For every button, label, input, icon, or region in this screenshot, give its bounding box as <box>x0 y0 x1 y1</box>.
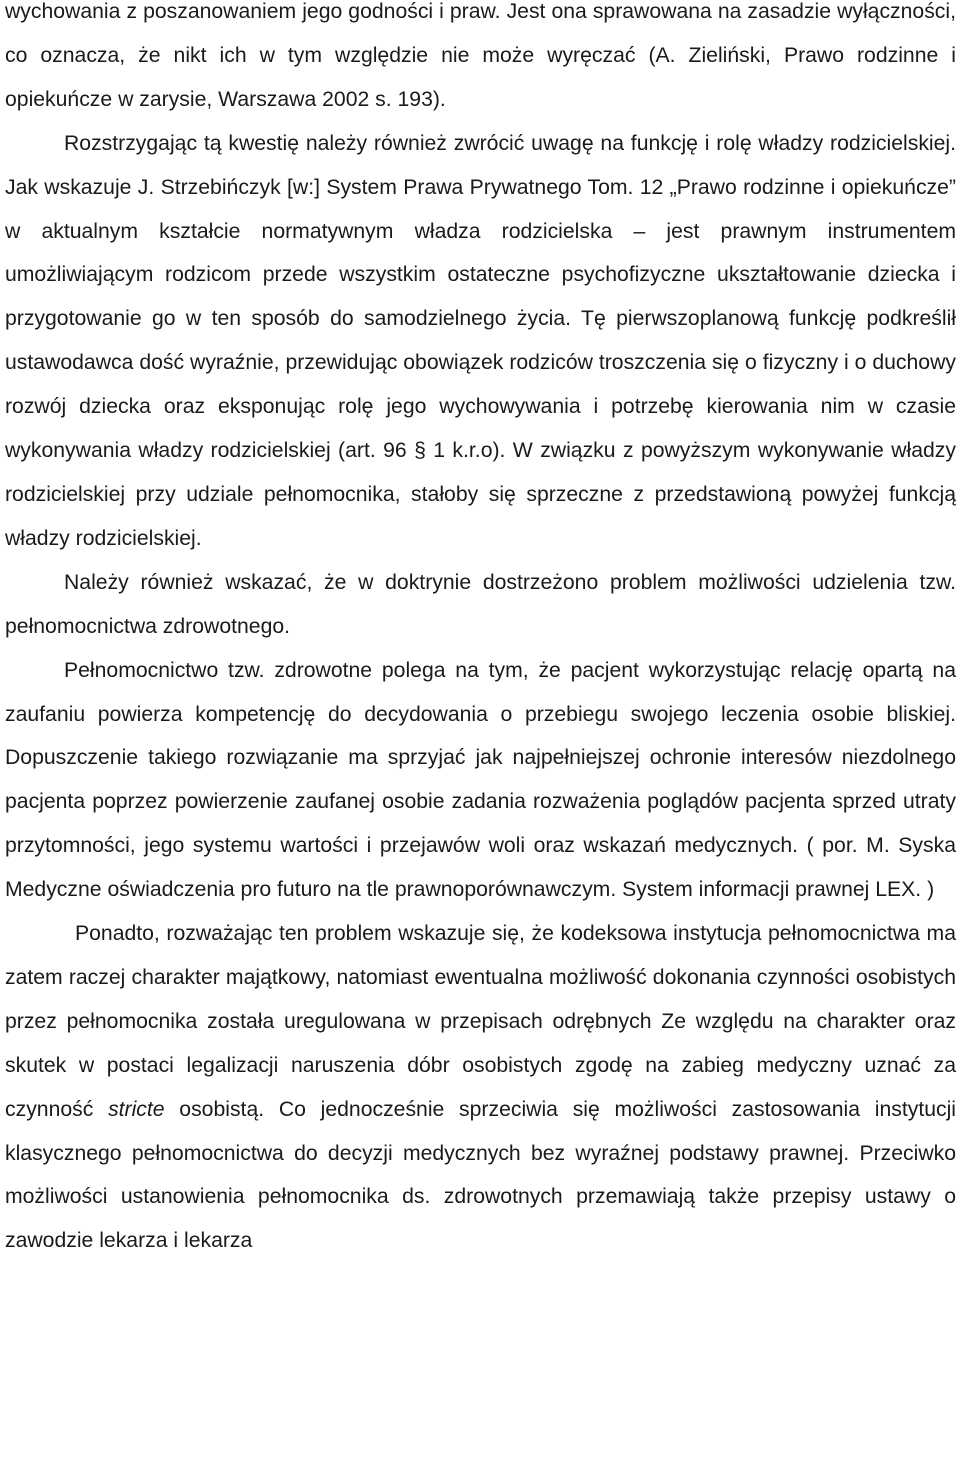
paragraph-5-text-b: osobistą. Co jednocześnie sprzeciwia się możliwości zastosowania instytucji klasycznego pełnomocnictwa do decyzji medycznych bez wyraźnej podstawy prawnej. Przeciwko możliwości ustanowienia pełnomocnika ds. zdrowotnych przemawiają także przepisy ustawy o zawodzie lekarza i lekarza <box>5 1097 956 1253</box>
paragraph-4: Pełnomocnictwo tzw. zdrowotne polega na tym, że pacjent wykorzystując relację opartą na zaufaniu powierza kompetencję do decydowania o przebiegu swojego leczenia osobie bliskiej. Dopuszczenie takiego rozwiązanie ma sprzyjać jak najpełniejszej ochronie interesów niezdolnego pacjenta poprzez powierzenie zaufanej osobie zadania rozważenia poglądów pacjenta sprzed utraty przytomności, jego systemu wartości i przejawów woli oraz wskazań medycznych. ( por. M. Syska Medyczne oświadczenia pro futuro na tle prawnoporównawczym. System informacji prawnej LEX. ) <box>5 658 956 902</box>
paragraph-3: Należy również wskazać, że w doktrynie dostrzeżono problem możliwości udzielenia tzw. pełnomocnictwa zdrowotnego. <box>5 570 956 638</box>
paragraph-1: wychowania z poszanowaniem jego godności i praw. Jest ona sprawowana na zasadzie wyłączności, co oznacza, że nikt ich w tym względzie nie może wyręczać (A. Zieliński, Prawo rodzinne i opiekuńcze w zarysie, Warszawa 2002 s. 193). <box>5 0 956 111</box>
paragraph-5-text-a: Ponadto, rozważając ten problem wskazuje się, że kodeksowa instytucja pełnomocnictwa ma zatem raczej charakter majątkowy, natomiast ewentualna możliwość dokonania czynności osobistych przez pełnomocnika została uregulowana w przepisach odrębnych Ze względu na charakter oraz skutek w postaci legalizacji naruszenia dóbr osobistych zgodę na zabieg medyczny uznać za czynność <box>5 922 956 1121</box>
paragraph-2: Rozstrzygając tą kwestię należy również zwrócić uwagę na funkcję i rolę władzy rodzicielskiej. Jak wskazuje J. Strzebińczyk [w:] System Prawa Prywatnego Tom. 12 „Prawo rodzinne i opiekuńcze” w aktualnym kształcie normatywnym władza rodzicielska – jest prawnym instrumentem umożliwiającym rodzicom przede wszystkim ostateczne psychofizyczne ukształtowanie dziecka i przygotowanie go w ten sposób do samodzielnego życia. Tę pierwszoplanową funkcję podkreślił ustawodawca dość wyraźnie, przewidując obowiązek rodziców troszczenia się o fizyczny i o duchowy rozwój dziecka oraz eksponując rolę jego wychowywania i potrzebę kierowania nim w czasie wykonywania władzy rodzicielskiej (art. 96 § 1 k.r.o). W związku z powyższym wykonywanie władzy rodzicielskiej przy udziale pełnomocnika, stałoby się sprzeczne z przedstawioną powyżej funkcją władzy rodzicielskiej. <box>5 131 956 550</box>
paragraph-5-italic-term: stricte <box>108 1097 165 1121</box>
paragraph-5 <box>5 912 956 1263</box>
